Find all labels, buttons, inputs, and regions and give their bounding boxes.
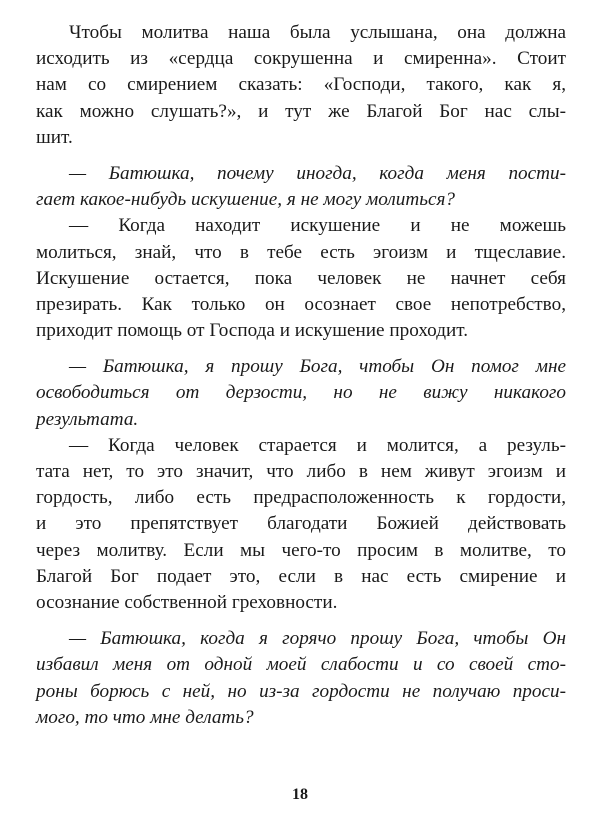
text-line: тата нет, то это значит, что либо в нем живут эгоизм и (36, 461, 566, 482)
text-line: и это препятствует благодати Божией действовать (36, 513, 566, 535)
text-line: гордость, либо есть предрасположенность к гордости, (36, 487, 566, 509)
text-line: гает какое-нибудь искушение, я не могу молиться? (36, 189, 455, 211)
text-line: освободиться от дерзости, но не вижу никакого (36, 382, 566, 404)
text-line: Благой Бог подает это, если в нас есть смирение и (36, 565, 566, 587)
text-line: презирать. Как только он осознает свое непотребство, (36, 293, 566, 315)
text-line: — Батюшка, почему иногда, когда меня пости- (69, 162, 566, 184)
paragraph-gap (36, 151, 566, 161)
text-line: — Когда находит искушение и не можешь (69, 215, 566, 237)
text-line: избавил меня от одной моей слабости и со своей сто- (36, 654, 566, 676)
text-line: Искушение остается, пока человек не начнет себя (36, 267, 566, 289)
text-line: мого, то что мне делать? (36, 706, 254, 728)
text-line: шит. (36, 126, 73, 148)
paragraph-answer-2 (36, 213, 566, 344)
text-line: — Батюшка, я прошу Бога, чтобы Он помог мне (69, 356, 566, 378)
text-line: — Батюшка, когда я горячо прошу Бога, чтобы Он (69, 628, 566, 650)
text-line: результата. (36, 408, 139, 430)
paragraph-question-1 (36, 161, 566, 213)
text-line: — Когда человек старается и молится, а резуль- (69, 434, 566, 456)
page-body (36, 20, 566, 731)
text-line: осознание собственной греховности. (36, 591, 338, 613)
text-line: как можно слушать?», и тут же Благой Бог нас слы- (36, 100, 566, 122)
paragraph-question-3 (36, 626, 566, 731)
paragraph-answer-1 (36, 20, 566, 151)
paragraph-question-2 (36, 354, 566, 433)
text-line: исходить из «сердца сокрушенна и смиренна». Стоит (36, 48, 566, 70)
paragraph-gap (36, 616, 566, 626)
paragraph-answer-3 (36, 433, 566, 616)
page-number: 18 (292, 786, 308, 803)
text-line: молиться, знай, что в тебе есть эгоизм и тщеславие. (36, 241, 566, 263)
text-line: приходит помощь от Господа и искушение проходит. (36, 320, 468, 342)
text-line: Чтобы молитва наша была услышана, она должна (69, 22, 566, 43)
text-line: роны борюсь с ней, но из-за гордости не получаю проси- (36, 680, 566, 702)
paragraph-gap (36, 344, 566, 354)
text-line: через молитву. Если мы чего-то просим в молитве, то (36, 539, 566, 561)
text-line: нам со смирением сказать: «Господи, такого, как я, (36, 74, 566, 96)
